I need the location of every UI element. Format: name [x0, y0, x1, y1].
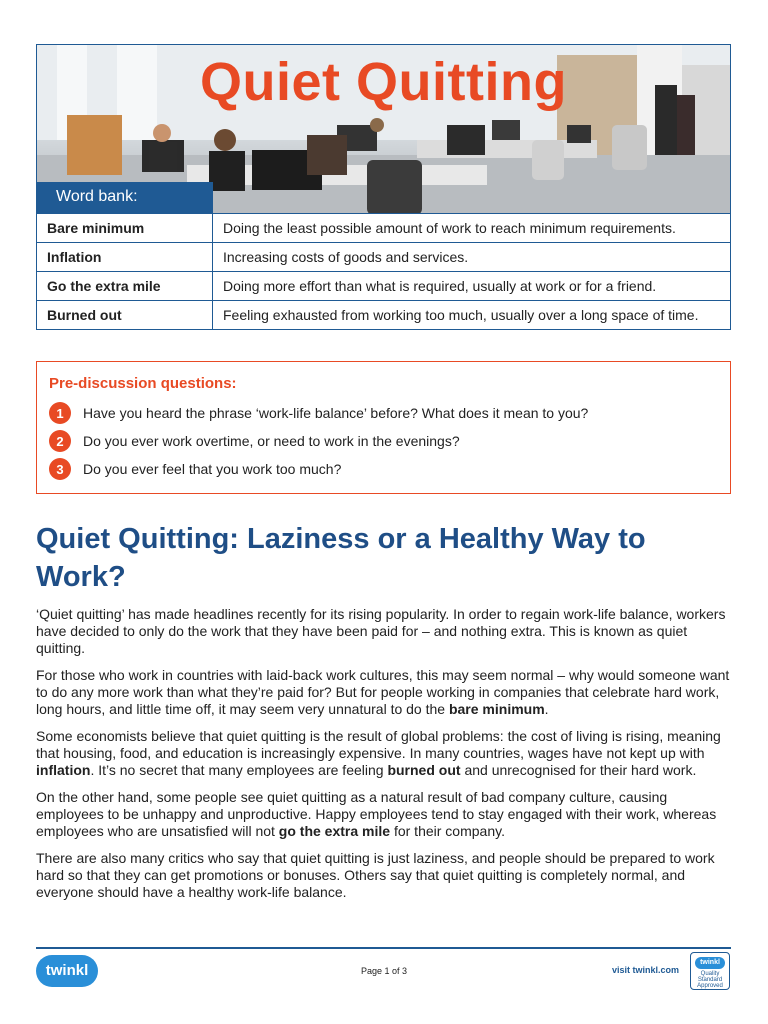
- question-item: [49, 458, 730, 480]
- paragraph: There are also many critics who say that quiet quitting is just laziness, and people should be prepared to work hard so that they can get promotions or bonuses. Others say that quiet quitting is completely normal, and everyone should have a healthy work-life balance.: [36, 850, 715, 900]
- question-item: [49, 402, 730, 424]
- keyword-burned-out: burned out: [387, 762, 461, 778]
- question-text: Do you ever feel that you work too much?: [83, 461, 342, 477]
- paragraph: For those who work in countries with laid-back work cultures, this may seem normal – why would someone want to do any more work than what they’re paid for? But for people working in companies that celebrate hard work, long hours, and little time off, it may seem very unnatural to do the bare minimum.: [36, 667, 730, 717]
- keyword-bare-minimum: bare minimum: [448, 701, 545, 717]
- pre-discussion-box: [36, 361, 731, 494]
- paragraph: ‘Quiet quitting’ has made headlines recently for its rising popularity. In order to regain work-life balance, workers have decided to only do the work that they have been paid for – and nothing extra. This is known as quiet quitting.: [36, 606, 726, 656]
- article-body: [36, 606, 736, 911]
- keyword-go-the-extra-mile: go the extra mile: [278, 823, 391, 839]
- footer-divider: [36, 947, 731, 949]
- article-heading: Quiet Quitting: Laziness or a Healthy Way to Work?: [36, 523, 646, 593]
- question-item: [49, 430, 730, 452]
- term-cell: Inflation: [37, 243, 213, 272]
- definition-cell: Doing the least possible amount of work to reach minimum requirements.: [213, 214, 731, 243]
- badge-text: Quality Standard Approved: [697, 971, 723, 989]
- term-cell: Burned out: [37, 301, 213, 330]
- number-badge: 3: [49, 458, 71, 480]
- quality-standard-badge: [690, 952, 730, 990]
- table-row: [37, 214, 731, 243]
- definition-cell: Increasing costs of goods and services.: [213, 243, 731, 272]
- term-cell: Bare minimum: [37, 214, 213, 243]
- keyword-inflation: inflation: [36, 762, 91, 778]
- table-row: [37, 272, 731, 301]
- table-row: [37, 243, 731, 272]
- definition-cell: Feeling exhausted from working too much, usually over a long space of time.: [213, 301, 731, 330]
- paragraph: On the other hand, some people see quiet quitting as a natural result of bad company culture, causing employees to be unhappy and unproductive. Happy employees tend to stay engaged with their work, whereas employees who are unsatisfied will not go the extra mile for their company.: [36, 789, 717, 839]
- term-cell: Go the extra mile: [37, 272, 213, 301]
- paragraph: Some economists believe that quiet quitting is the result of global problems: the cost of living is rising, meaning that housing, food, and education is increasingly expensive. In many countries, wages have not kept up with inflation. It’s no secret that many employees are feeling burned out and unrecognised for their hard work.: [36, 728, 721, 778]
- table-row: [37, 301, 731, 330]
- number-badge: 2: [49, 430, 71, 452]
- number-badge: 1: [49, 402, 71, 424]
- definition-cell: Doing more effort than what is required, usually at work or for a friend.: [213, 272, 731, 301]
- word-bank-label: Word bank:: [36, 182, 213, 214]
- page-number: Page 1 of 3: [360, 966, 408, 976]
- pre-discussion-title: Pre-discussion questions:: [49, 375, 237, 392]
- question-text: Have you heard the phrase ‘work-life balance’ before? What does it mean to you?: [83, 405, 589, 421]
- page-title: Quiet Quitting: [200, 52, 567, 112]
- visit-link[interactable]: visit twinkl.com: [612, 965, 680, 975]
- question-text: Do you ever work overtime, or need to work in the evenings?: [83, 433, 460, 449]
- badge-brand: twinkl: [695, 957, 725, 969]
- word-bank-table: [36, 213, 731, 330]
- twinkl-logo[interactable]: twinkl: [36, 955, 98, 987]
